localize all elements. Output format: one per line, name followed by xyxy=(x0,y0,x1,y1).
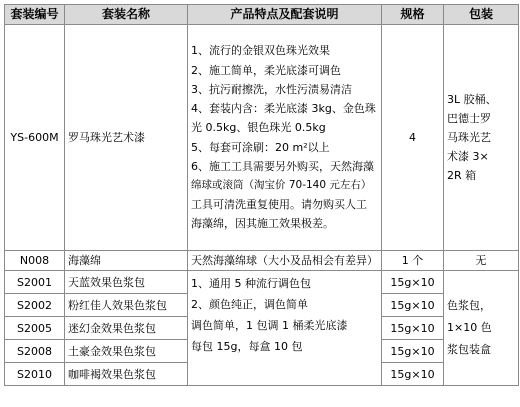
pack-line: 术漆 3× xyxy=(447,150,489,163)
pack-line: 色浆包， xyxy=(447,299,491,312)
pack-line: 马珠光艺 xyxy=(447,131,491,144)
feature-line: 绵球或滚筒（淘宝价 70-140 元左右） xyxy=(191,178,372,191)
row2-pack: 无 xyxy=(444,251,519,271)
feature-line: 2、颜色纯正，调色简单 xyxy=(191,298,308,311)
color-spec: 15g×10 xyxy=(382,271,444,294)
row1-spec: 4 xyxy=(382,25,444,251)
feature-line: 光 0.5kg、银色珠光 0.5kg xyxy=(191,121,326,135)
row2-spec: 1 个 xyxy=(382,251,444,271)
pack-line: 2R 箱 xyxy=(447,169,477,182)
color-code: S2002 xyxy=(5,294,65,317)
color-code: S2005 xyxy=(5,317,65,340)
color-spec: 15g×10 xyxy=(382,317,444,340)
feature-line: 4、套装内含：柔光底漆 3kg、金色珠 xyxy=(191,102,376,116)
feature-line: 6、施工工具需要另外购买，天然海藻 xyxy=(191,159,374,173)
color-spec: 15g×10 xyxy=(382,363,444,386)
feature-line: 每包 15g，每盒 10 包 xyxy=(191,340,303,353)
feature-line: 5、每套可涂刷：20 m²以上 xyxy=(191,140,330,154)
pack-line: 3L 胶桶、 xyxy=(447,93,497,106)
pack-line: 1×10 色 xyxy=(447,321,492,334)
feature-line: 调色简单，1 包调 1 桶柔光底漆 xyxy=(191,319,348,332)
feature-line: 3、抗污耐擦洗，水性污渍易清洁 xyxy=(191,82,352,96)
table-row xyxy=(5,251,519,271)
color-name: 天蓝效果色浆包 xyxy=(65,271,188,294)
color-features xyxy=(188,271,382,386)
table-row xyxy=(5,25,519,251)
color-code: S2008 xyxy=(5,340,65,363)
pack-line: 巴德士罗 xyxy=(447,112,491,125)
color-pack xyxy=(444,271,519,386)
color-name: 粉红佳人效果色浆包 xyxy=(65,294,188,317)
row1-features xyxy=(188,25,382,251)
feature-line: 工具可清洗重复使用。请勿购买人工 xyxy=(191,198,367,212)
row2-code: N008 xyxy=(5,251,65,271)
feature-line: 1、流行的金银双色珠光效果 xyxy=(191,44,330,58)
pack-line: 浆包装盒 xyxy=(447,343,491,356)
row1-pack xyxy=(444,25,519,251)
header-row xyxy=(5,5,519,25)
header-name: 套装名称 xyxy=(65,5,188,25)
row1-name: 罗马珠光艺术漆 xyxy=(65,25,188,251)
color-spec: 15g×10 xyxy=(382,294,444,317)
feature-line: 1、通用 5 种流行调色包 xyxy=(191,277,311,290)
header-code: 套装编号 xyxy=(5,5,65,25)
color-name: 土豪金效果色浆包 xyxy=(65,340,188,363)
header-pack: 包装 xyxy=(444,5,519,25)
table-row xyxy=(5,271,519,294)
color-name: 迷幻金效果色浆包 xyxy=(65,317,188,340)
product-table xyxy=(4,4,519,386)
color-code: S2010 xyxy=(5,363,65,386)
color-code: S2001 xyxy=(5,271,65,294)
row2-name: 海藻绵 xyxy=(65,251,188,271)
feature-line: 海藻绵，因其施工效果极差。 xyxy=(191,217,334,231)
row2-features: 天然海藻绵球（大小及品相会有差异） xyxy=(188,251,382,271)
header-features: 产品特点及配套说明 xyxy=(188,5,382,25)
color-spec: 15g×10 xyxy=(382,340,444,363)
feature-line: 2、施工简单，柔光底漆可调色 xyxy=(191,63,341,77)
header-spec: 规格 xyxy=(382,5,444,25)
color-name: 咖啡褐效果色浆包 xyxy=(65,363,188,386)
row1-code: YS-600M xyxy=(5,25,65,251)
